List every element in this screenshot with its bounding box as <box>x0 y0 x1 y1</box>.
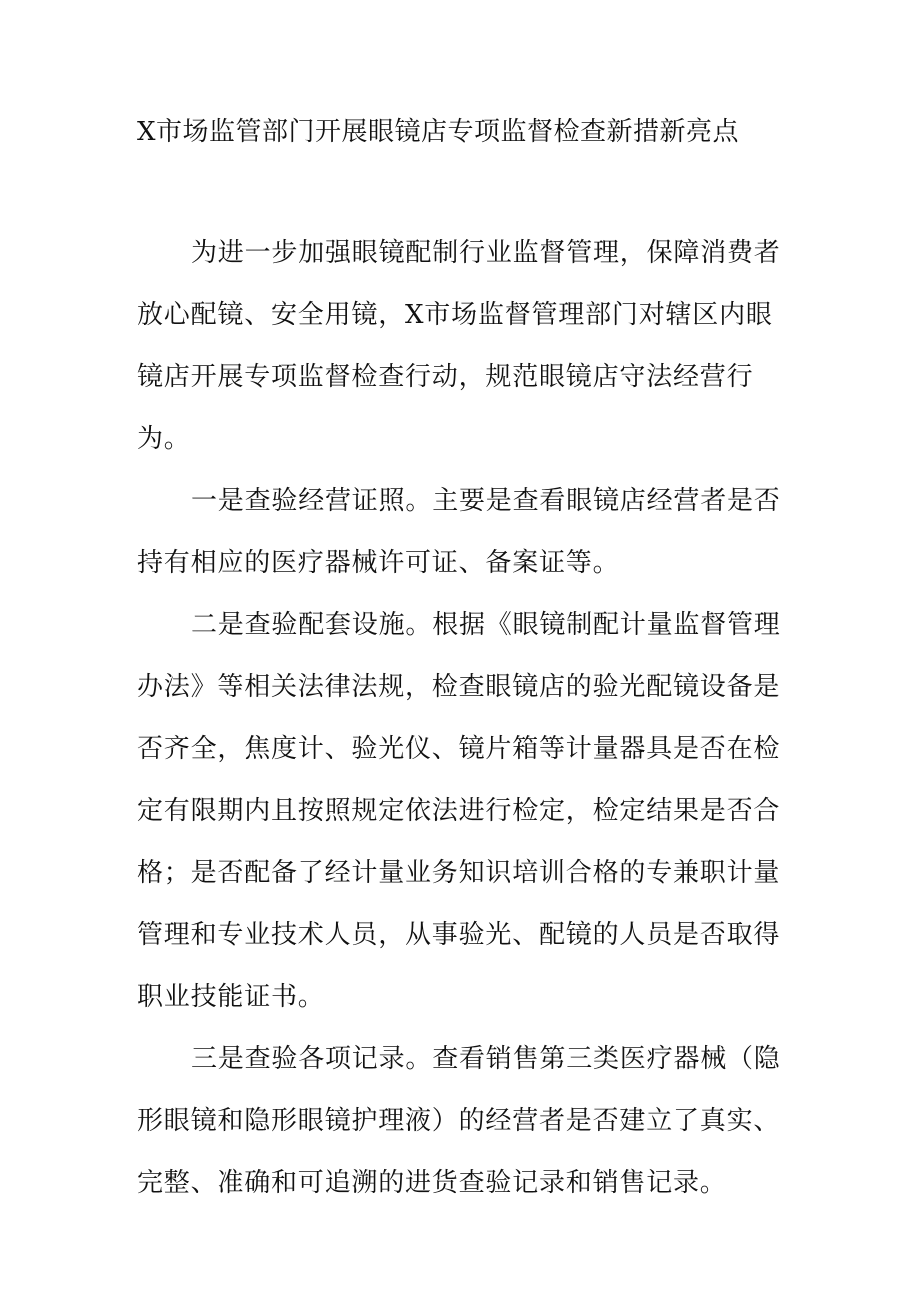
paragraph-intro: 为进一步加强眼镜配制行业监督管理，保障消费者放心配镜、安全用镜，X市场监督管理部门对辖区内眼镜店开展专项监督检查行动，规范眼镜店守法经营行为。 <box>137 238 781 454</box>
paragraph-check-licenses: 一是查验经营证照。主要是查看眼镜店经营者是否持有相应的医疗器械许可证、备案证等。 <box>137 486 781 578</box>
paragraph-check-facilities: 二是查验配套设施。根据《眼镜制配计量监督管理办法》等相关法律法规，检查眼镜店的验光配镜设备是否齐全，焦度计、验光仪、镜片箱等计量器具是否在检定有限期内且按照规定依法进行检定，检定结果是否合格；是否配备了经计量业务知识培训合格的专兼职计量管理和专业技术人员，从事验光、配镜的人员是否取得职业技能证书。 <box>137 610 781 1012</box>
document-body <box>137 222 789 1214</box>
document-title: X市场监管部门开展眼镜店专项监督检查新措新亮点 <box>137 117 740 147</box>
paragraph-check-records: 三是查验各项记录。查看销售第三类医疗器械（隐形眼镜和隐形眼镜护理液）的经营者是否建立了真实、完整、准确和可追溯的进货查验记录和销售记录。 <box>137 1044 781 1198</box>
